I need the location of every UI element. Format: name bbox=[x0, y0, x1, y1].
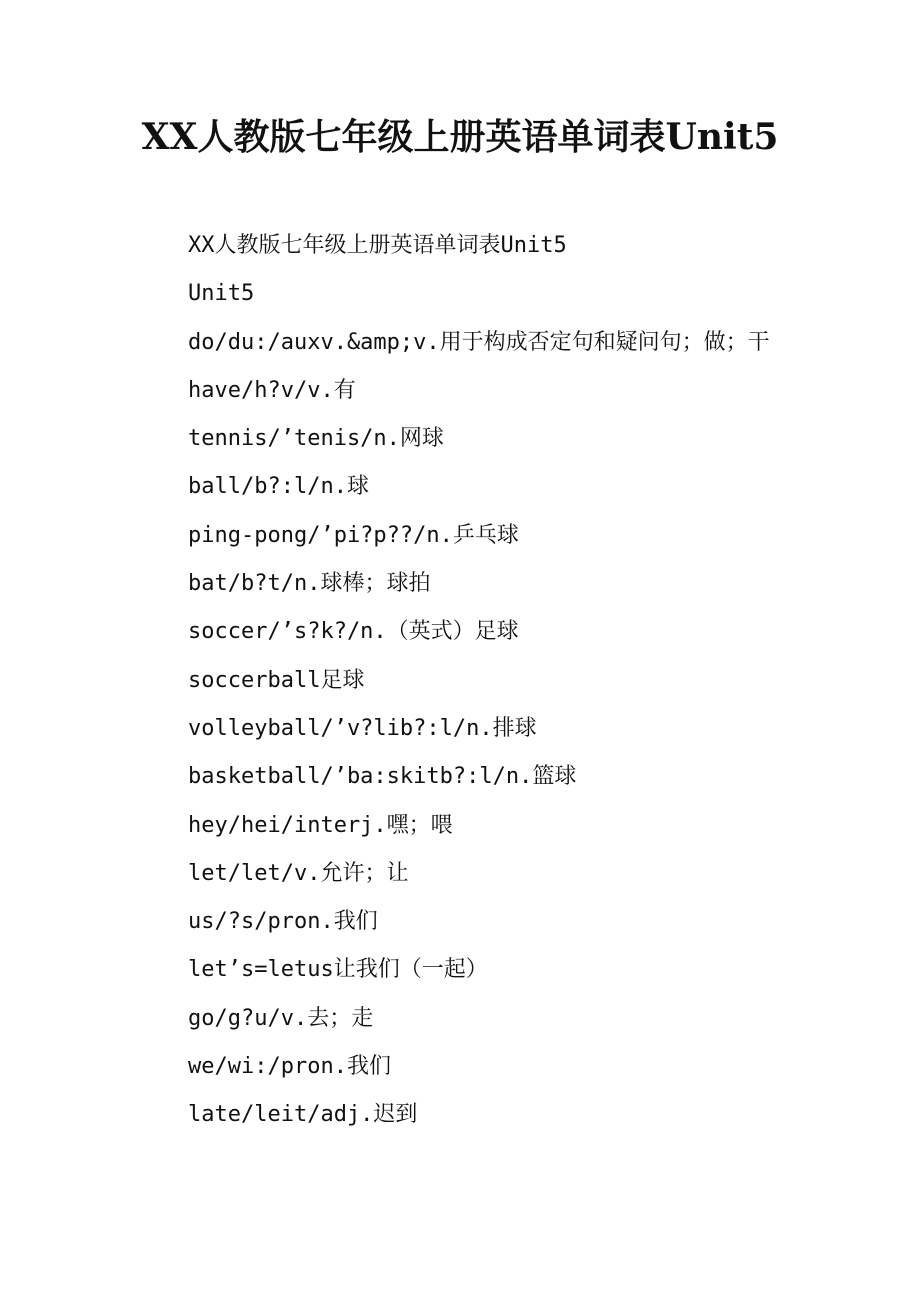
document-title: XX人教版七年级上册英语单词表Unit5 bbox=[141, 116, 779, 158]
vocab-entry-basketball: basketball/’ba:skitb?:l/n.篮球 bbox=[188, 764, 577, 790]
vocab-entry-tennis: tennis/’tenis/n.网球 bbox=[188, 426, 444, 452]
vocab-entry-volleyball: volleyball/’v?lib?:l/n.排球 bbox=[188, 715, 537, 741]
paragraph-subtitle: XX人教版七年级上册英语单词表Unit5 bbox=[188, 233, 567, 258]
vocab-entry-late: late/leit/adj.迟到 bbox=[188, 1102, 418, 1128]
vocab-entry-bat: bat/b?t/n.球棒；球拍 bbox=[188, 571, 431, 597]
vocab-entry-have: have/h?v/v.有 bbox=[188, 377, 356, 403]
vocab-entry-go: go/g?u/v.去；走 bbox=[188, 1005, 374, 1031]
vocab-entry-soccerball: soccerball足球 bbox=[188, 667, 365, 693]
vocab-entry-let: let/let/v.允许；让 bbox=[188, 860, 409, 886]
vocab-entry-soccer: soccer/’s?k?/n.（英式）足球 bbox=[188, 619, 519, 645]
vocab-entry-hey: hey/hei/interj.嘿；喂 bbox=[188, 812, 453, 838]
paragraph-unit: Unit5 bbox=[188, 281, 255, 307]
vocab-entry-do: do/du:/auxv.&amp;v.用于构成否定句和疑问句；做；干 bbox=[188, 329, 770, 355]
vocab-entry-ping-pong: ping-pong/’pi?p??/n.乒乓球 bbox=[188, 522, 519, 548]
vocab-entry-ball: ball/b?:l/n.球 bbox=[188, 474, 369, 500]
vocab-entry-lets: let’s=letus让我们（一起） bbox=[188, 957, 488, 983]
document-body bbox=[140, 222, 780, 1140]
vocab-entry-we: we/wi:/pron.我们 bbox=[188, 1054, 391, 1080]
vocab-entry-us: us/?s/pron.我们 bbox=[188, 909, 378, 935]
